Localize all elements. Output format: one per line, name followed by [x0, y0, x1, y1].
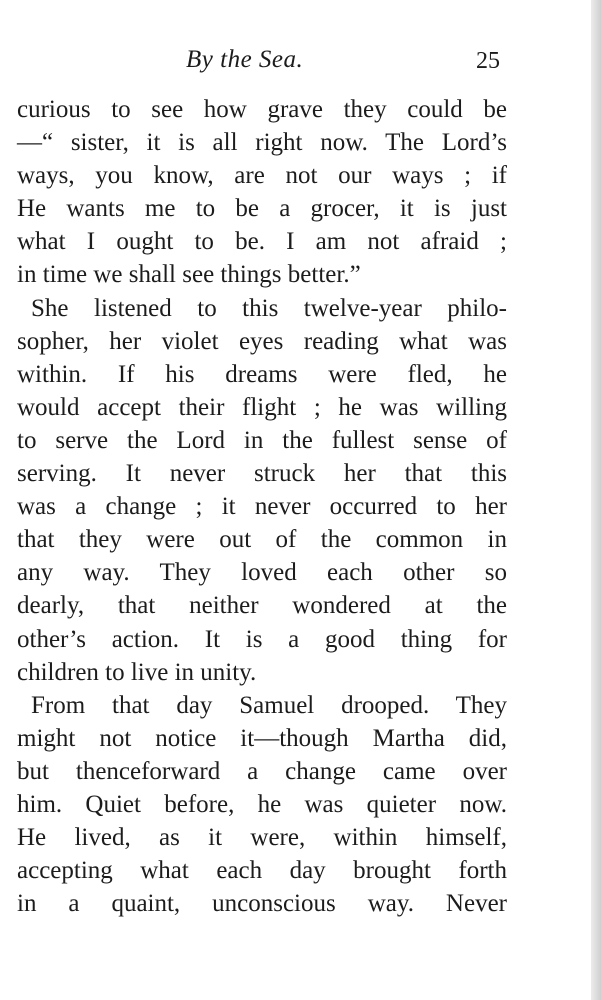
- text-line: what I ought to be. I am not afraid ;: [17, 228, 507, 256]
- text-line: other’s action. It is a good thing for: [17, 625, 507, 653]
- page-edge-shadow: [591, 0, 601, 1000]
- text-line: ways, you know, are not our ways ; if: [17, 162, 507, 190]
- text-line: From that day Samuel drooped. They: [31, 691, 507, 719]
- text-line: —“ sister, it is all right now. The Lord’s: [17, 129, 507, 157]
- text-line: He lived, as it were, within himself,: [17, 824, 507, 852]
- text-line: sopher, her violet eyes reading what was: [17, 327, 507, 355]
- text-line: He wants me to be a grocer, it is just: [17, 195, 507, 223]
- page-header: [0, 46, 601, 82]
- page-number: 25: [476, 48, 500, 74]
- text-line: that they were out of the common in: [17, 526, 507, 554]
- text-line: accepting what each day brought forth: [17, 857, 507, 885]
- text-line: to serve the Lord in the fullest sense of: [17, 426, 507, 454]
- text-line: was a change ; it never occurred to her: [17, 493, 507, 521]
- text-line: but thenceforward a change came over: [17, 757, 507, 785]
- running-title: By the Sea.: [186, 46, 304, 73]
- text-line: him. Quiet before, he was quieter now.: [17, 790, 507, 818]
- text-line: serving. It never struck her that this: [17, 460, 507, 488]
- text-line: curious to see how grave they could be: [17, 96, 507, 123]
- text-line: might not notice it—though Martha did,: [17, 724, 507, 752]
- text-line: in a quaint, unconscious way. Never: [17, 890, 507, 918]
- text-line: in time we shall see things better.”: [17, 261, 361, 289]
- text-line: any way. They loved each other so: [17, 559, 507, 587]
- body-text: [17, 93, 507, 920]
- text-line: children to live in unity.: [17, 658, 257, 686]
- text-line: dearly, that neither wondered at the: [17, 592, 507, 620]
- text-line: She listened to this twelve-year philo-: [31, 294, 507, 322]
- text-line: within. If his dreams were fled, he: [17, 360, 507, 388]
- text-line: would accept their flight ; he was willing: [17, 393, 507, 421]
